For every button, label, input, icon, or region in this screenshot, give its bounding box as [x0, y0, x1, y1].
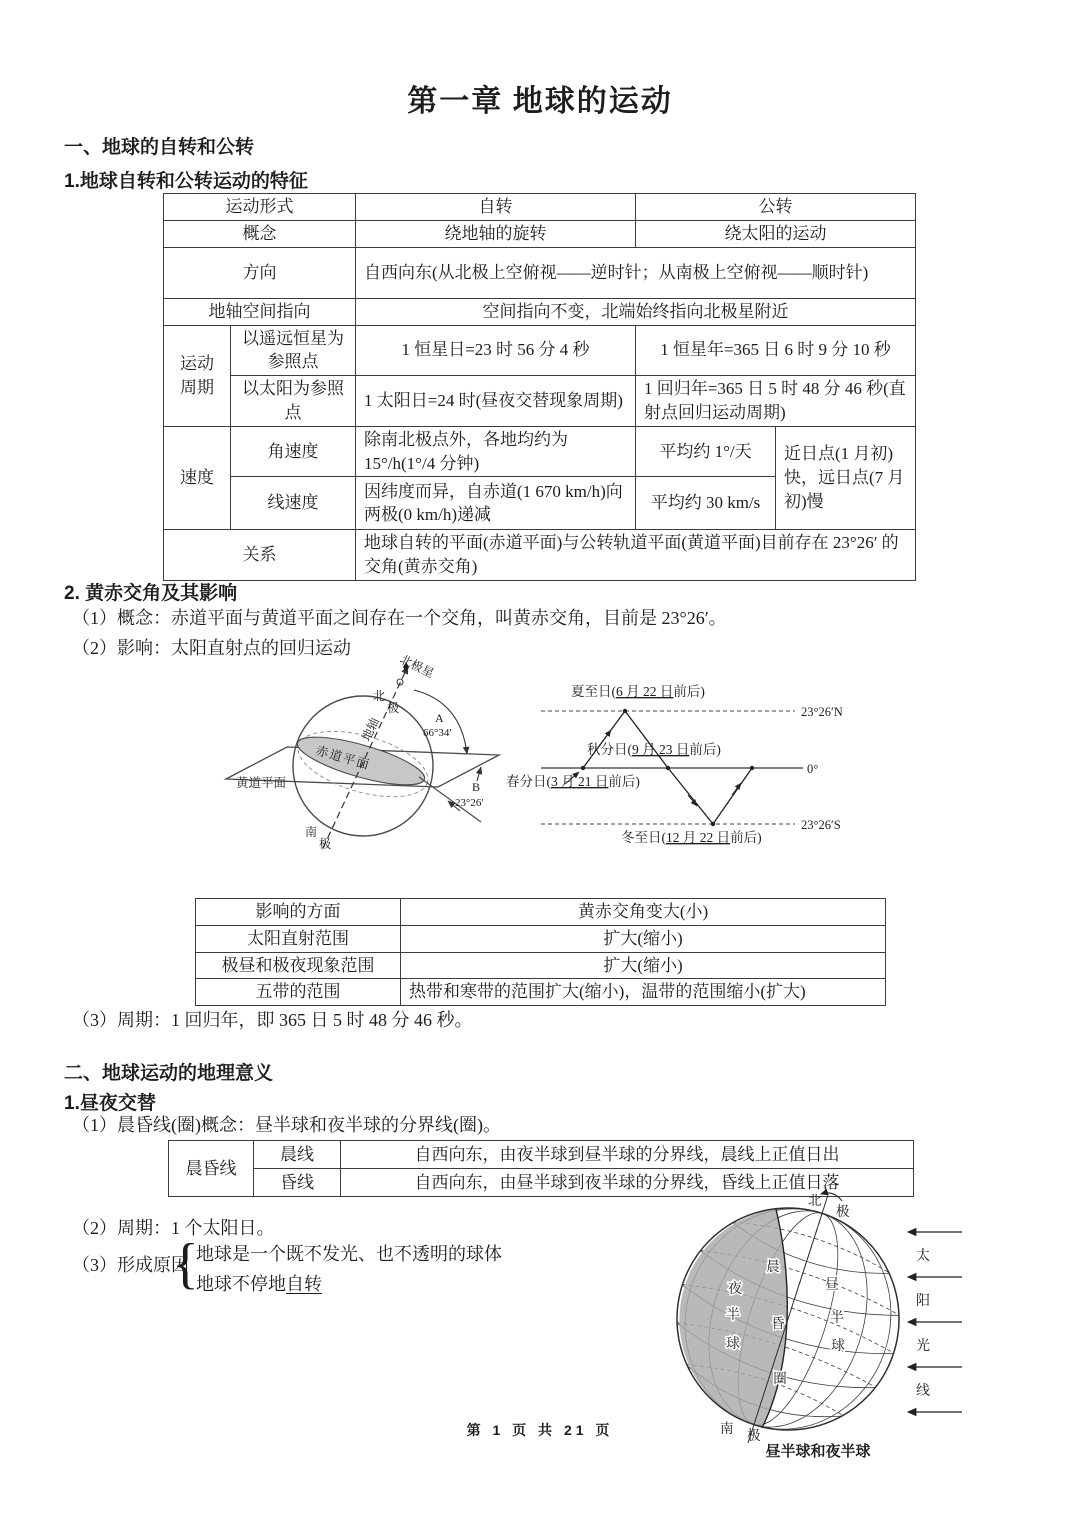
table-row: [196, 925, 886, 952]
page-title: 第一章 地球的运动: [407, 85, 673, 118]
spring2-point: [750, 766, 754, 770]
t1-direction-label: 方向: [164, 247, 356, 298]
t1-relation-label: 关系: [164, 530, 356, 581]
night-hemisphere-label-1: 夜: [728, 1282, 742, 1297]
t1-axis-label: 地轴空间指向: [164, 298, 356, 325]
angle-b-value: 23°26′: [455, 797, 484, 809]
summer-solstice-label: 夏至日(6 月 22 日前后): [571, 684, 705, 699]
t2-r0-label: 影响的方面: [196, 899, 401, 926]
section1-sub1-heading: 1.地球自转和公转运动的特征: [64, 171, 308, 192]
t2-r1-label: 太阳直射范围: [196, 925, 401, 952]
table-row: [196, 952, 886, 979]
terminator-label-3: 圈: [773, 1371, 787, 1386]
t1-speed-angular-revolution: 平均约 1°/天: [636, 426, 776, 477]
t1-speed-label: 速度: [164, 426, 231, 530]
autumn-point: [666, 766, 670, 770]
section1-heading: 一、地球的自转和公转: [64, 137, 255, 158]
t1-speed-note: 近日点(1 月初)快，远日点(7 月初)慢: [776, 426, 916, 530]
t1-period-sun-label: 以太阳为参照点: [231, 376, 356, 427]
polaris-label: 北极星: [397, 652, 437, 681]
label-a: A: [435, 711, 444, 725]
t1-axis-value: 空间指向不变，北端始终指向北极星附近: [356, 298, 916, 325]
north-pole-label-1: 北: [373, 689, 386, 703]
globe-north-label-2: 极: [836, 1204, 850, 1219]
reason2-underlined: 自转: [286, 1274, 322, 1294]
reason2-prefix: 地球不停地: [196, 1274, 286, 1294]
t1-speed-linear-rotation: 因纬度而异，自赤道(1 670 km/h)向两极(0 km/h)递减: [356, 477, 636, 530]
summer-point: [623, 709, 627, 713]
south-pole-label-1: 南: [305, 825, 318, 839]
obliquity-effects-table: [195, 898, 886, 1006]
rotation-direction-arrow: [821, 1193, 842, 1201]
winter-solstice-label: 冬至日(12 月 22 日前后): [621, 830, 762, 845]
table-row: [164, 530, 916, 581]
lat-s-label: 23°26′S: [801, 818, 841, 832]
obliquity-concept-text: （1）概念：赤道平面与黄道平面之间存在一个交角，叫黄赤交角，目前是 23°26′。: [72, 608, 727, 628]
t3-r2-label: 昏线: [254, 1169, 341, 1197]
table-row: [164, 247, 916, 298]
path-arrow-return: [732, 783, 741, 795]
day-hemisphere-label-1: 昼: [825, 1278, 839, 1293]
section2-sub1-heading: 1.昼夜交替: [64, 1093, 156, 1114]
globe-caption: 昼半球和夜半球: [765, 1444, 871, 1460]
page-footer: 第 1 页 共 21 页: [466, 1422, 614, 1438]
globe-north-label-1: 北: [808, 1193, 822, 1208]
t1-period-sun-revolution: 1 回归年=365 日 5 时 48 分 46 秒(直射点回归运动周期): [636, 376, 916, 427]
section1-sub2-heading: 2. 黄赤交角及其影响: [64, 583, 238, 604]
day-hemisphere-label-3: 球: [831, 1339, 845, 1354]
terminator-label-1: 晨: [766, 1259, 780, 1274]
table-row: [196, 979, 886, 1006]
solar-declination-diagram: [505, 680, 870, 855]
label-b: B: [472, 780, 481, 794]
table-row: [164, 426, 916, 477]
t1-period-sun-rotation: 1 太阳日=24 时(昼夜交替现象周期): [356, 376, 636, 427]
t1-period-star-rotation: 1 恒星日=23 时 56 分 4 秒: [356, 325, 636, 376]
globe-south-label-1: 南: [720, 1421, 734, 1436]
sunlight-label-1: 太: [916, 1249, 930, 1264]
t3-r2-value: 自西向东，由昼半球到夜半球的分界线，昏线上正值日落: [341, 1169, 914, 1197]
earth-axis-label: 地轴: [359, 715, 382, 744]
t2-r2-label: 极昼和极夜现象范围: [196, 952, 401, 979]
equatorial-plane-label: 赤道平面: [314, 743, 372, 773]
t1-speed-linear-label: 线速度: [231, 477, 356, 530]
t1-header-form: 运动形式: [164, 194, 356, 221]
t1-direction-value: 自西向东(从北极上空俯视——逆时针；从南极上空俯视——顺时针): [356, 247, 916, 298]
south-pole-label-2: 极: [319, 837, 332, 851]
table-row: [164, 298, 916, 325]
spring-equinox-label: 春分日(3 月 21 日前后): [506, 774, 640, 789]
t1-period-label: 运动周期: [164, 325, 231, 426]
lat-eq-label: 0°: [807, 762, 819, 776]
formation-reason-2: [196, 1271, 322, 1298]
spring-point: [581, 766, 585, 770]
t1-period-star-revolution: 1 恒星年=365 日 6 时 9 分 10 秒: [636, 325, 916, 376]
sunlight-label-4: 线: [916, 1384, 930, 1399]
t3-label: 晨昏线: [169, 1141, 254, 1197]
t2-r2-value: 扩大(缩小): [401, 952, 886, 979]
day-night-globe-diagram: [650, 1188, 1020, 1488]
table-row: [164, 194, 916, 221]
north-pole-label-2: 极: [387, 701, 400, 715]
night-hemisphere-label-3: 球: [726, 1337, 740, 1352]
t1-concept-rotation: 绕地轴的旋转: [356, 220, 636, 247]
table-row: [196, 899, 886, 926]
autumn-equinox-label: 秋分日(9 月 23 日前后): [587, 742, 721, 757]
section2-heading: 二、地球运动的地理意义: [64, 1063, 274, 1084]
t2-r0-value: 黄赤交角变大(小): [401, 899, 886, 926]
t1-header-rotation: 自转: [356, 194, 636, 221]
terminator-concept-text: （1）晨昏线(圈)概念：昼半球和夜半球的分界线(圈)。: [72, 1115, 501, 1135]
ecliptic-plane-label: 黄道平面: [236, 776, 287, 790]
formation-cause-label: （3）形成原因: [72, 1255, 189, 1275]
formation-reason-1: 地球是一个既不发光、也不透明的球体: [196, 1244, 502, 1264]
t2-r3-value: 热带和寒带的范围扩大(缩小)，温带的范围缩小(扩大): [401, 979, 886, 1006]
t1-concept-label: 概念: [164, 220, 356, 247]
lat-n-label: 23°26′N: [801, 705, 843, 719]
t1-concept-revolution: 绕太阳的运动: [636, 220, 916, 247]
path-arrow-down: [688, 795, 697, 806]
t2-r3-label: 五带的范围: [196, 979, 401, 1006]
sunlight-label-3: 光: [916, 1339, 930, 1354]
t1-header-revolution: 公转: [636, 194, 916, 221]
terminator-label-2: 昏: [771, 1316, 785, 1331]
t1-speed-angular-rotation: 除南北极点外，各地均约为 15°/h(1°/4 分钟): [356, 426, 636, 477]
table-row: [164, 220, 916, 247]
t2-r1-value: 扩大(缩小): [401, 925, 886, 952]
axial-tilt-diagram: [223, 648, 511, 878]
t1-speed-linear-revolution: 平均约 30 km/s: [636, 477, 776, 530]
t1-speed-angular-label: 角速度: [231, 426, 356, 477]
motion-characteristics-table: [163, 193, 916, 581]
night-hemisphere-label-2: 半: [726, 1308, 740, 1323]
obliquity-period-text: （3）周期：1 回归年，即 365 日 5 时 48 分 46 秒。: [72, 1010, 473, 1030]
day-hemisphere-label-2: 半: [830, 1311, 844, 1326]
brace-glyph: {: [172, 1233, 199, 1295]
t3-r1-label: 晨线: [254, 1141, 341, 1169]
table-row: [164, 376, 916, 427]
obliquity-effect-text: （2）影响：太阳直射点的回归运动: [72, 638, 351, 658]
winter-point: [711, 822, 715, 826]
sunlight-label-2: 阳: [916, 1294, 930, 1309]
label-b-arrow: [477, 767, 481, 781]
t1-period-star-label: 以遥远恒星为参照点: [231, 325, 356, 376]
alternation-period-text: （2）周期：1 个太阳日。: [72, 1218, 275, 1238]
angle-a-value: 66°34′: [423, 727, 452, 739]
t1-relation-value: 地球自转的平面(赤道平面)与公转轨道平面(黄道平面)目前存在 23°26′ 的交角(黄赤交角): [356, 530, 916, 581]
table-row: [169, 1141, 914, 1169]
globe-south-label-2: 极: [747, 1428, 761, 1443]
table-row: [164, 325, 916, 376]
t3-r1-value: 自西向东，由夜半球到昼半球的分界线，晨线上正值日出: [341, 1141, 914, 1169]
